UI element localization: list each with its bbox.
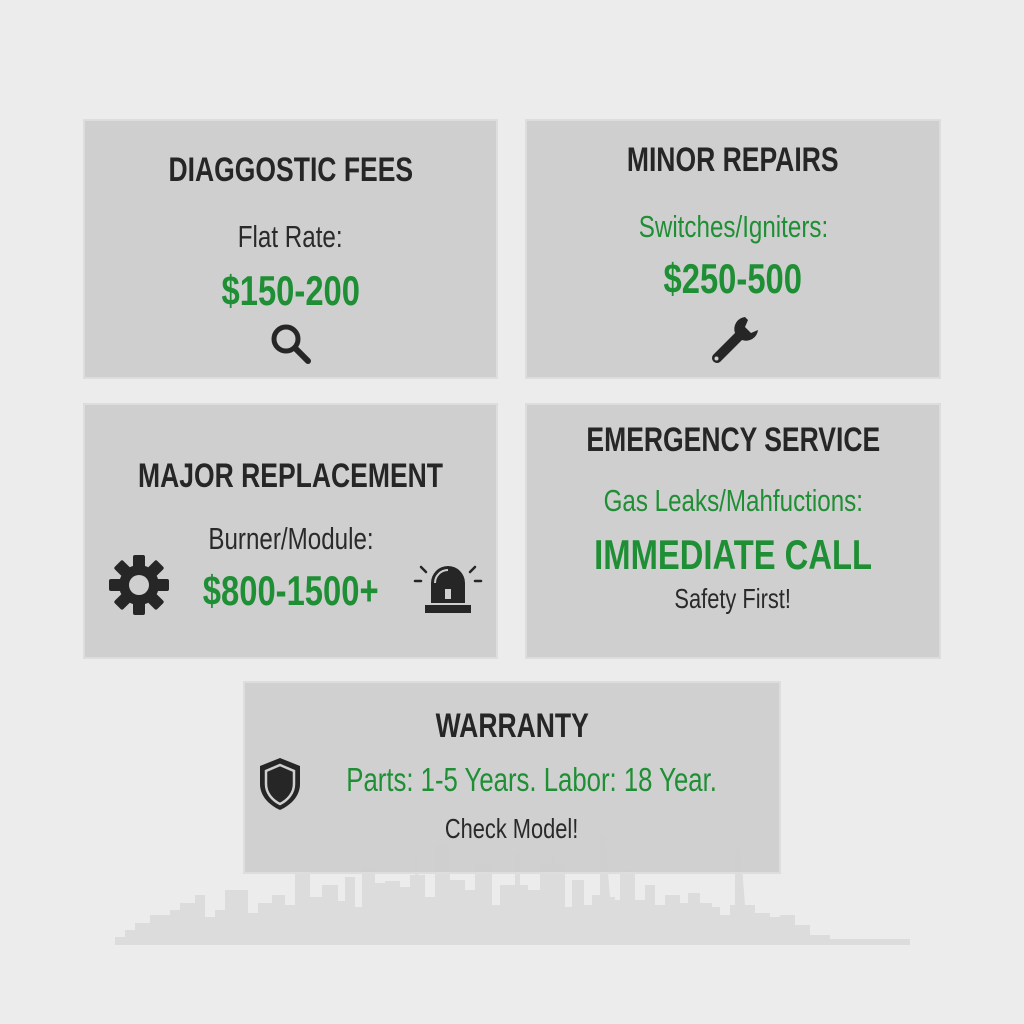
card-label: Parts: 1-5 Years. Labor: 18 Year. [346,761,718,798]
card-price: $800-1500+ [202,567,379,614]
emergency-service-card [525,403,941,659]
card-price: $150-200 [221,267,360,314]
siren-icon [413,557,483,617]
warranty-card [243,681,781,874]
card-title: DIAGGOSTIC FEES [168,151,413,189]
card-note: Safety First! [674,583,792,614]
card-price: IMMEDIATE CALL [594,531,872,578]
gear-icon [107,553,171,617]
card-title: WARRANTY [435,707,589,745]
diagnostic-fees-card [83,119,498,379]
wrench-icon [705,313,761,369]
card-title: MINOR REPAIRS [627,141,839,179]
card-label: Burner/Module: [207,521,374,556]
card-title: MAJOR REPLACEMENT [137,457,444,495]
card-label: Flat Rate: [238,219,343,254]
card-note: Check Model! [445,813,579,844]
card-price: $250-500 [663,255,803,302]
minor-repairs-card [525,119,941,379]
card-label: Switches/Igniters: [638,209,828,244]
card-label: Gas Leaks/Mahfuctions: [603,483,863,518]
card-title: EMERGENCY SERVICE [586,421,880,459]
major-replacement-card [83,403,498,659]
search-icon [268,321,314,367]
